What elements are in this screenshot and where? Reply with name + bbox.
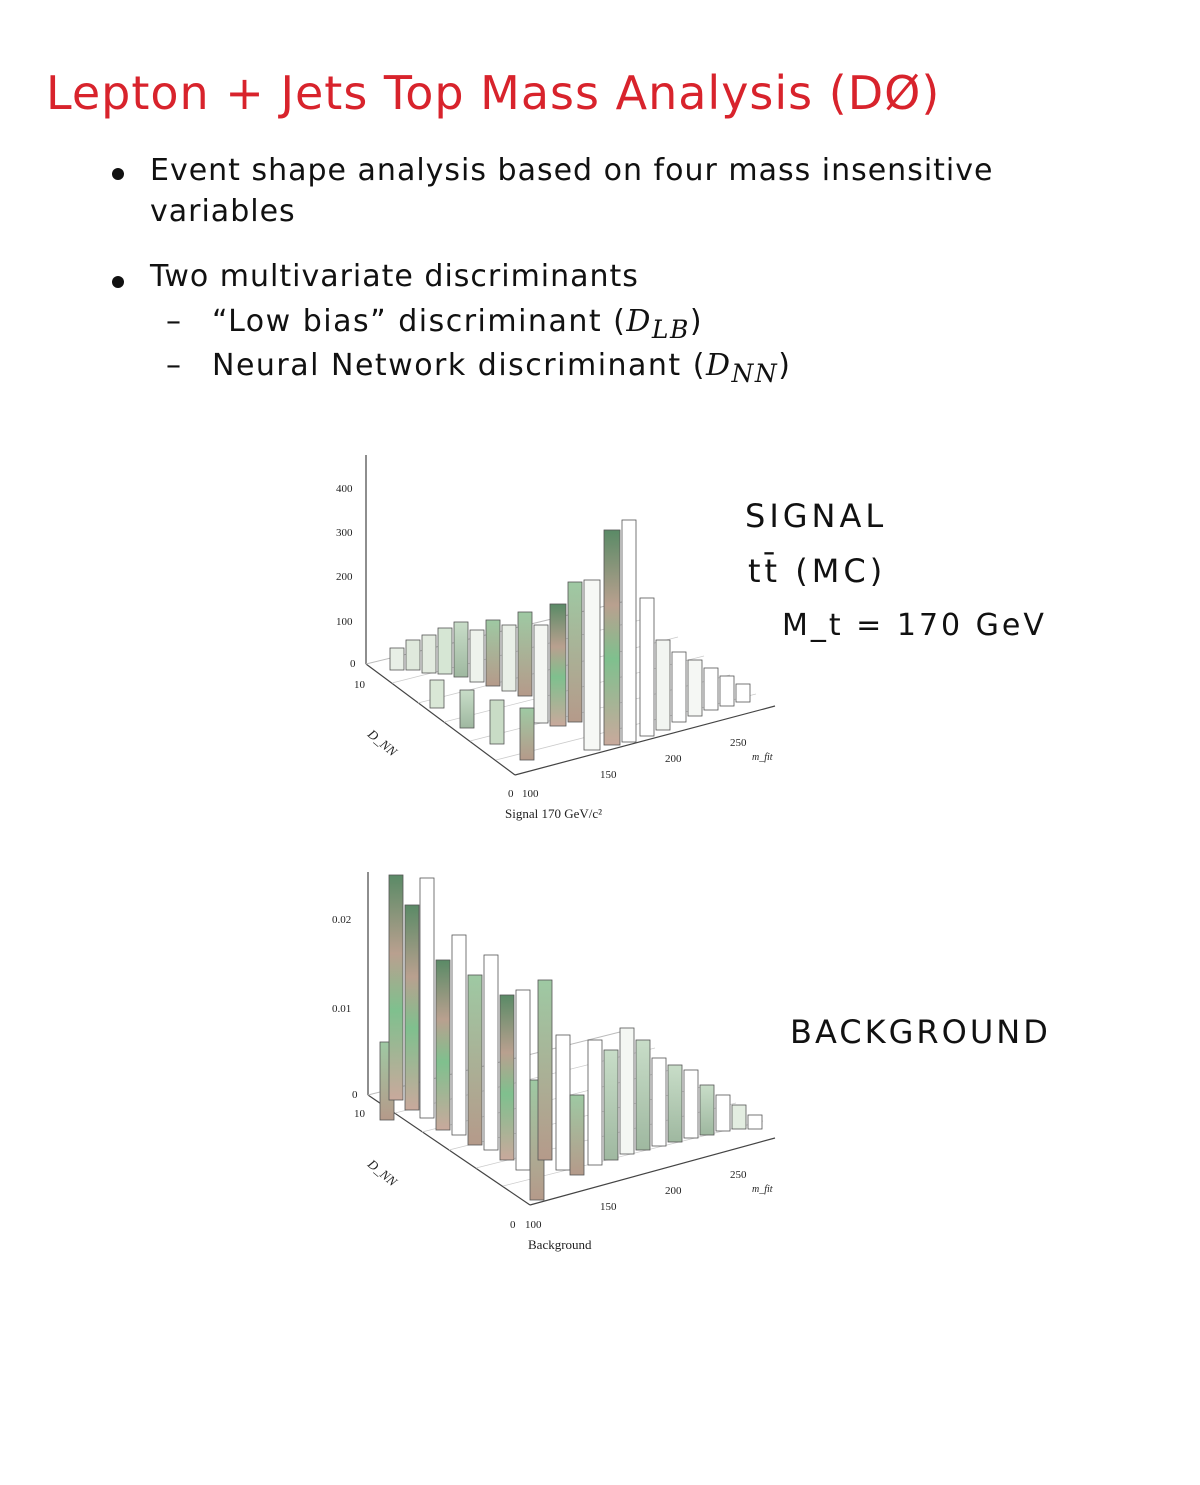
signal-bar xyxy=(486,620,500,686)
discriminant-subscript: NN xyxy=(731,359,779,388)
background-bar xyxy=(452,935,466,1135)
background-bar xyxy=(604,1050,618,1160)
signal-annotation-line3: M_t = 170 GeV xyxy=(782,608,1047,643)
signal-bar xyxy=(460,690,474,728)
signal-bar xyxy=(390,648,404,670)
background-z-tick: 0 xyxy=(352,1089,358,1101)
signal-annotation-line1: SIGNAL xyxy=(745,497,888,535)
close-paren: ) xyxy=(778,348,792,383)
signal-z-ticks xyxy=(336,483,356,670)
discriminant-symbol: D xyxy=(705,348,732,383)
background-z-tick: 0.01 xyxy=(332,1003,352,1015)
signal-bar xyxy=(622,520,636,742)
background-bar xyxy=(716,1095,730,1131)
background-bar xyxy=(732,1105,746,1129)
signal-bar xyxy=(534,625,548,723)
signal-x-tick: 150 xyxy=(600,769,617,781)
signal-bar xyxy=(720,676,734,706)
signal-y-tick: 10 xyxy=(354,679,365,691)
bullet-line-1: Event shape analysis based on four mass insensitive xyxy=(150,153,994,188)
signal-z-tick: 200 xyxy=(336,571,353,583)
sub-bullet-dash: – xyxy=(166,348,181,383)
background-bar xyxy=(570,1095,584,1175)
discriminant-subscript: LB xyxy=(651,315,690,344)
signal-caption: Signal 170 GeV/c² xyxy=(505,806,603,821)
background-y-tick: 10 xyxy=(354,1108,365,1120)
background-caption: Background xyxy=(528,1237,592,1252)
signal-bar xyxy=(736,684,750,702)
background-x-tick: 150 xyxy=(600,1201,617,1213)
signal-bar xyxy=(502,625,516,691)
background-z-ticks xyxy=(332,914,358,1101)
background-bar xyxy=(668,1065,682,1142)
close-paren: ) xyxy=(689,304,704,339)
signal-z-tick: 400 xyxy=(336,483,353,495)
background-bars xyxy=(380,875,762,1200)
signal-z-tick: 300 xyxy=(336,527,353,539)
signal-bar xyxy=(550,604,566,726)
background-bar xyxy=(700,1085,714,1135)
bullet-discriminants: Two multivariate discriminants xyxy=(150,259,639,294)
signal-plot xyxy=(336,455,1047,821)
background-bar xyxy=(516,990,530,1170)
signal-bar xyxy=(704,668,718,710)
bullet-line-2: variables xyxy=(150,194,296,229)
background-bar xyxy=(748,1115,762,1129)
signal-z-tick: 0 xyxy=(350,658,356,670)
background-y-tick: 0 xyxy=(510,1219,516,1231)
background-bar xyxy=(420,878,434,1118)
signal-bar xyxy=(656,640,670,730)
signal-bar xyxy=(584,580,600,750)
background-bar xyxy=(405,905,419,1110)
signal-bar xyxy=(422,635,436,673)
signal-bar xyxy=(406,640,420,670)
signal-bar xyxy=(518,612,532,696)
background-x-axis-label: m_fit xyxy=(752,1184,773,1195)
signal-annotation-line2: tt̄ (MC) xyxy=(748,552,887,590)
background-bar xyxy=(468,975,482,1145)
signal-bar xyxy=(604,530,620,745)
sub-bullet-dash: – xyxy=(166,304,181,339)
background-bar xyxy=(636,1040,650,1150)
signal-bar xyxy=(640,598,654,736)
background-bar xyxy=(652,1058,666,1146)
background-x-tick: 250 xyxy=(730,1169,747,1181)
background-bar xyxy=(389,875,403,1100)
signal-bars xyxy=(390,520,750,760)
background-bar xyxy=(588,1040,602,1165)
signal-x-tick: 200 xyxy=(665,753,682,765)
signal-x-axis-label: m_fit xyxy=(752,752,773,763)
background-bar xyxy=(620,1028,634,1154)
slide-title: Lepton + Jets Top Mass Analysis (DØ) xyxy=(46,66,941,120)
signal-bar xyxy=(688,660,702,716)
signal-x-tick: 250 xyxy=(730,737,747,749)
background-bar xyxy=(500,995,514,1160)
sub-bullet-text: “Low bias” discriminant ( xyxy=(212,304,627,339)
background-bar xyxy=(436,960,450,1130)
signal-bar xyxy=(470,630,484,682)
background-bar xyxy=(538,980,552,1160)
signal-y-tick: 0 xyxy=(508,788,514,800)
discriminant-symbol: D xyxy=(626,304,652,339)
signal-bar xyxy=(568,582,582,722)
background-bar xyxy=(484,955,498,1150)
signal-bar xyxy=(520,708,534,760)
sub-bullet-text: Neural Network discriminant ( xyxy=(212,348,706,383)
signal-bar xyxy=(430,680,444,708)
signal-bar xyxy=(454,622,468,677)
background-y-axis-label: D_NN xyxy=(365,1156,401,1190)
signal-bar xyxy=(672,652,686,722)
background-x-tick: 200 xyxy=(665,1185,682,1197)
background-bar xyxy=(684,1070,698,1138)
signal-z-tick: 100 xyxy=(336,616,353,628)
background-z-tick: 0.02 xyxy=(332,914,352,926)
background-annotation: BACKGROUND xyxy=(790,1013,1051,1051)
background-plot xyxy=(332,872,1051,1252)
signal-x-tick: 100 xyxy=(522,788,539,800)
signal-y-axis-label: D_NN xyxy=(365,726,401,760)
signal-bar xyxy=(490,700,504,744)
background-bar xyxy=(556,1035,570,1170)
background-x-tick: 100 xyxy=(525,1219,542,1231)
signal-bar xyxy=(438,628,452,674)
